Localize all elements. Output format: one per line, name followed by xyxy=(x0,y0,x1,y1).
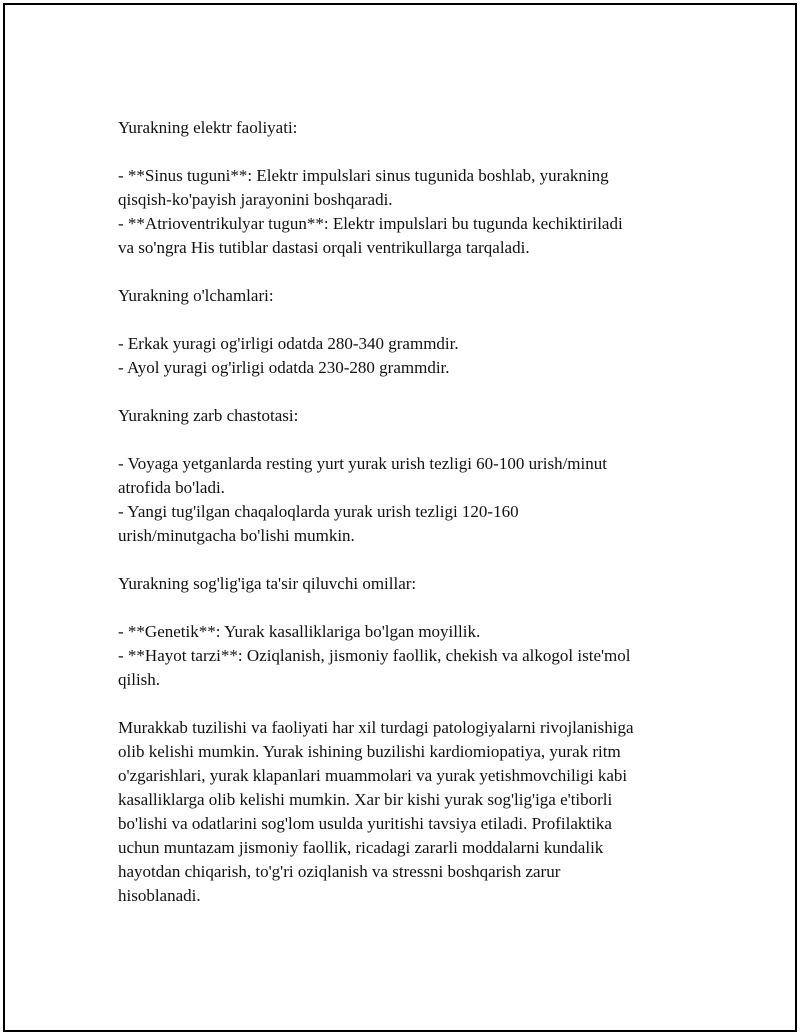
section-heading: Yurakning zarb chastotasi: xyxy=(118,406,299,425)
section-electrical xyxy=(118,116,698,260)
section-heading: Yurakning elektr faoliyati: xyxy=(118,118,298,137)
section-factors xyxy=(118,572,698,692)
text-line: - Voyaga yetganlarda resting yurt yurak urish tezligi 60-100 urish/minut xyxy=(118,454,607,473)
text-line: - **Sinus tuguni**: Elektr impulslari sinus tugunida boshlab, yurakning xyxy=(118,166,609,185)
bullet-list xyxy=(118,452,698,548)
text-line: - **Hayot tarzi**: Oziqlanish, jismoniy faollik, chekish va alkogol iste'mol xyxy=(118,646,631,665)
text-line: - Ayol yuragi og'irligi odatda 230-280 grammdir. xyxy=(118,358,450,377)
text-line: kasalliklarga olib kelishi mumkin. Xar bir kishi yurak sog'lig'iga e'tiborli xyxy=(118,790,613,809)
bullet-list xyxy=(118,164,698,260)
text-line: Murakkab tuzilishi va faoliyati har xil turdagi patologiyalarni rivojlanishiga xyxy=(118,718,634,737)
section-rate xyxy=(118,404,698,548)
text-line: o'zgarishlari, yurak klapanlari muammolari va yurak yetishmovchiligi kabi xyxy=(118,766,628,785)
section-heading: Yurakning sog'lig'iga ta'sir qiluvchi omillar: xyxy=(118,574,417,593)
text-line: qilish. xyxy=(118,670,161,689)
section-sizes xyxy=(118,284,698,380)
bullet-list xyxy=(118,620,698,692)
text-line: - **Atrioventrikulyar tugun**: Elektr impulslari bu tugunda kechiktiriladi xyxy=(118,214,623,233)
bullet-list xyxy=(118,332,698,380)
section-conclusion xyxy=(118,716,698,908)
text-line: olib kelishi mumkin. Yurak ishining buzilishi kardiomiopatiya, yurak ritm xyxy=(118,742,621,761)
text-line: atrofida bo'ladi. xyxy=(118,478,225,497)
text-line: hisoblanadi. xyxy=(118,886,201,905)
conclusion-paragraph xyxy=(118,716,698,908)
text-line: - Yangi tug'ilgan chaqaloqlarda yurak urish tezligi 120-160 xyxy=(118,502,519,521)
document-body xyxy=(118,116,698,932)
text-line: urish/minutgacha bo'lishi mumkin. xyxy=(118,526,355,545)
text-line: uchun muntazam jismoniy faollik, ricadagi zararli moddalarni kundalik xyxy=(118,838,604,857)
text-line: - **Genetik**: Yurak kasalliklariga bo'lgan moyillik. xyxy=(118,622,481,641)
text-line: qisqish-ko'payish jarayonini boshqaradi. xyxy=(118,190,393,209)
section-heading: Yurakning o'lchamlari: xyxy=(118,286,274,305)
text-line: - Erkak yuragi og'irligi odatda 280-340 grammdir. xyxy=(118,334,459,353)
text-line: hayotdan chiqarish, to'g'ri oziqlanish va stressni boshqarish zarur xyxy=(118,862,561,881)
text-line: bo'lishi va odatlarini sog'lom usulda yuritishi tavsiya etiladi. Profilaktika xyxy=(118,814,612,833)
text-line: va so'ngra His tutiblar dastasi orqali ventrikullarga tarqaladi. xyxy=(118,238,530,257)
